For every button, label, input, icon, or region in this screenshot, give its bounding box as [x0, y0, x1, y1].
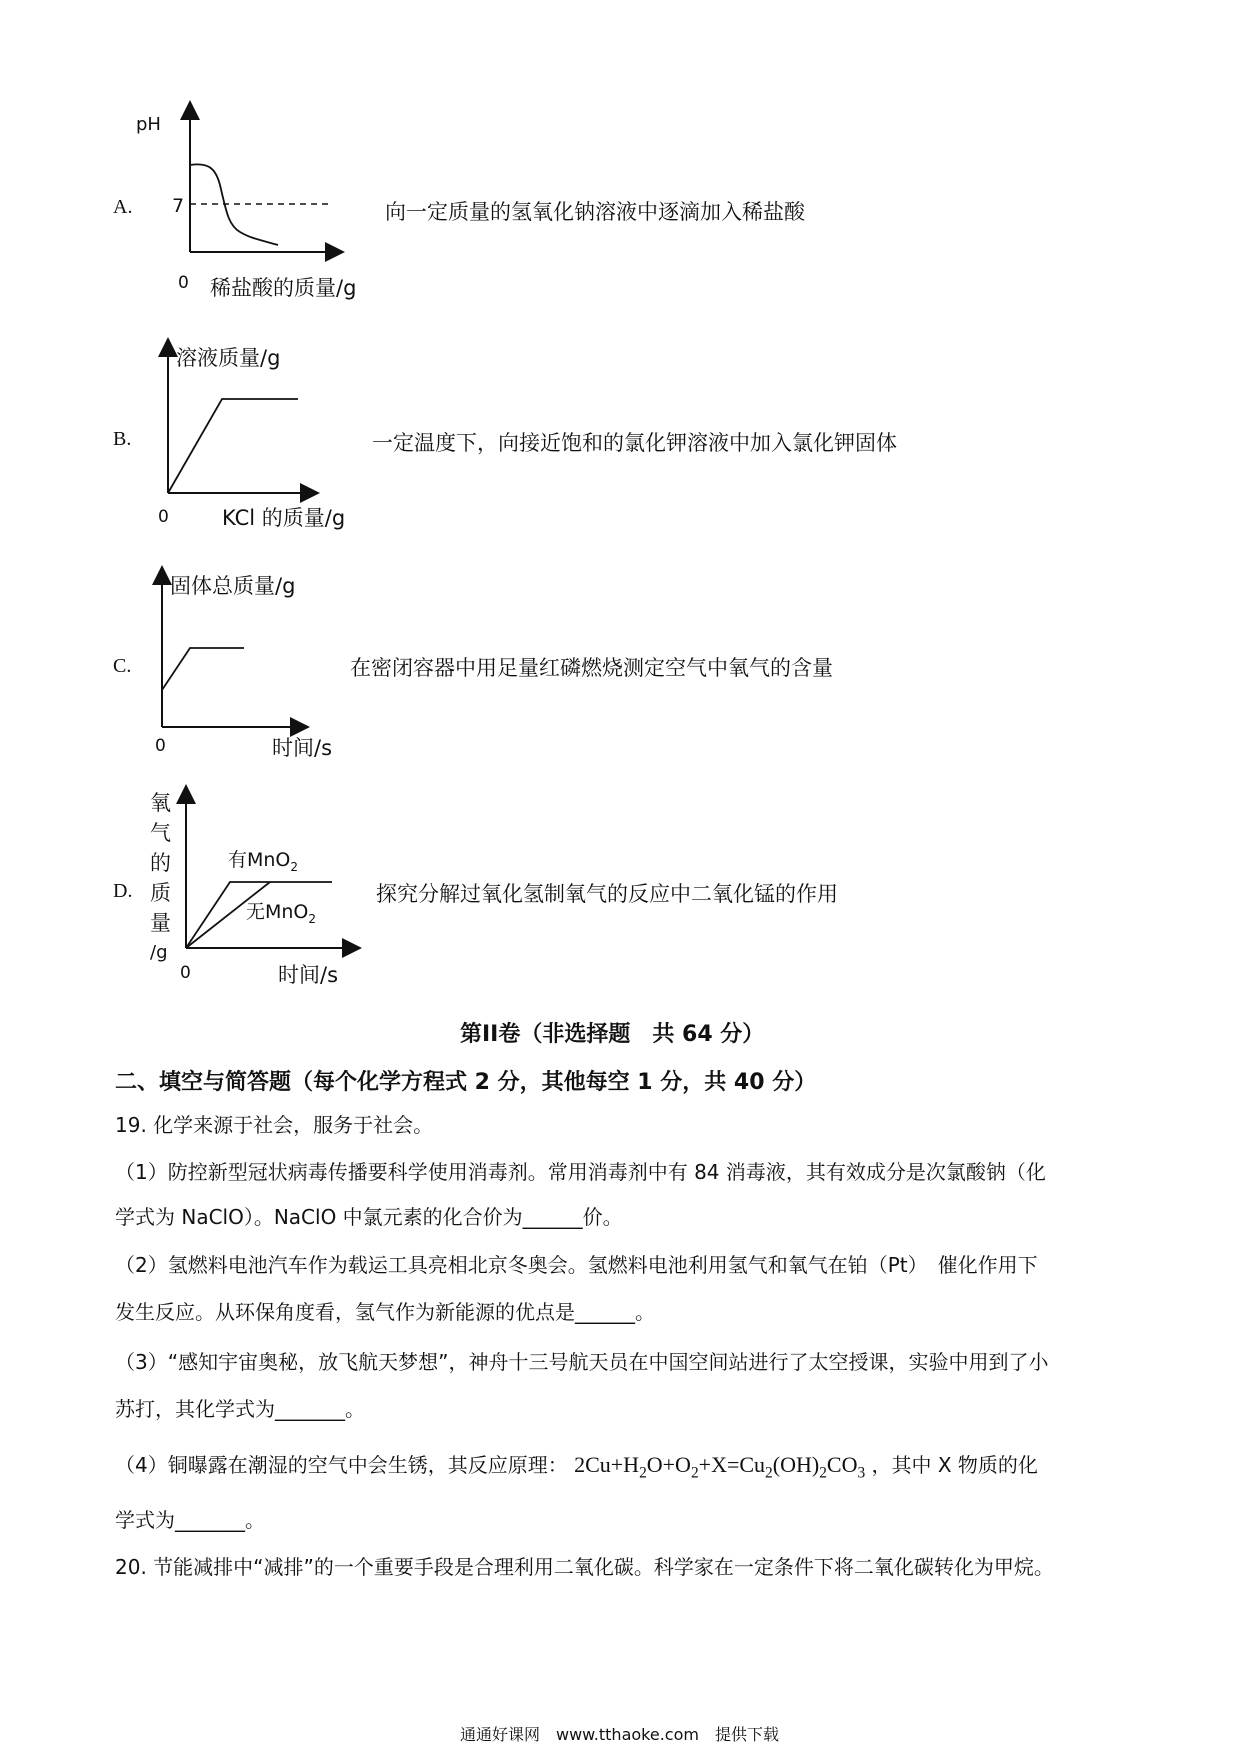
graph-d-ylabel-2: 气 — [150, 821, 171, 845]
graph-a-xlabel: 稀盐酸的质量/g — [210, 276, 357, 300]
graph-a-ytick: 7 — [172, 195, 185, 217]
option-c-letter: C. — [113, 655, 132, 677]
option-d-letter: D. — [113, 880, 133, 902]
graph-b — [130, 335, 370, 535]
q19-part2-line1: （2）氢燃料电池汽车作为载运工具亮相北京冬奥会。氢燃料电池利用氢气和氧气在铂（Pt） 催化作用下 — [115, 1253, 1038, 1277]
graph-b-xlabel: KCl 的质量/g — [222, 506, 346, 530]
q19-part4-equation: $2Cu+H_2O+O_2+X=Cu_2(OH)_2CO_3$ — [574, 1452, 866, 1482]
q19-part3-line2: 苏打，其化学式为_______。 — [115, 1397, 365, 1421]
graph-a-ylabel: pH — [136, 114, 161, 135]
option-d-description: 探究分解过氧化氢制氧气的反应中二氧化锰的作用 — [376, 882, 838, 906]
q19-part4-suffix: ，其中 X 物质的化 — [871, 1453, 1038, 1477]
option-b-description: 一定温度下，向接近饱和的氯化钾溶液中加入氯化钾固体 — [372, 431, 897, 455]
graph-b-curve — [168, 399, 298, 493]
option-a-description: 向一定质量的氢氧化钠溶液中逐滴加入稀盐酸 — [385, 200, 805, 224]
graph-b-ylabel: 溶液质量/g — [176, 346, 281, 370]
option-a-letter: A. — [113, 196, 133, 218]
q19-stem: 19. 化学来源于社会，服务于社会。 — [115, 1113, 434, 1137]
graph-d-ylabel-4: 质 — [150, 881, 171, 905]
graph-d-ylabel-5: 量 — [150, 911, 171, 935]
q19-part4-line1 — [115, 1452, 1038, 1483]
graph-c — [130, 565, 370, 765]
graph-d-ylabel-1: 氧 — [150, 791, 171, 815]
graph-d-xlabel: 时间/s — [278, 963, 339, 987]
option-b-letter: B. — [113, 428, 132, 450]
q20-stem: 20. 节能减排中“减排”的一个重要手段是合理利用二氧化碳。科学家在一定条件下将二氧化碳转化为甲烷。 — [115, 1555, 1054, 1579]
graph-c-origin: 0 — [155, 736, 166, 756]
section2-heading: 二、填空与简答题（每个化学方程式 2 分，其他每空 1 分，共 40 分） — [115, 1070, 817, 1095]
graph-a-origin: 0 — [178, 273, 189, 293]
q19-part2-line2: 发生反应。从环保角度看，氢气作为新能源的优点是______。 — [115, 1300, 655, 1324]
graph-a — [130, 100, 370, 300]
footer-watermark: 通通好课网 www.tthaoke.com 提供下载 — [460, 1725, 779, 1744]
graph-b-origin: 0 — [158, 507, 169, 527]
q19-part4-line2: 学式为_______。 — [115, 1508, 265, 1532]
graph-c-ylabel: 固体总质量/g — [170, 574, 296, 598]
graph-d-label-with: 有MnO$_2$ — [228, 849, 299, 874]
q19-part3-line1: （3）“感知宇宙奥秘，放飞航天梦想”，神舟十三号航天员在中国空间站进行了太空授课，实验中用到了小 — [115, 1350, 1049, 1374]
q19-part1-line1: （1）防控新型冠状病毒传播要科学使用消毒剂。常用消毒剂中有 84 消毒液，其有效成分是次氯酸钠（化 — [115, 1160, 1046, 1184]
q19-part4-prefix: （4）铜曝露在潮湿的空气中会生锈，其反应原理： — [115, 1453, 568, 1477]
graph-d-ylabel-3: 的 — [150, 851, 171, 875]
graph-c-curve — [162, 648, 244, 690]
graph-d-label-without: 无MnO$_2$ — [246, 901, 317, 926]
option-c-description: 在密闭容器中用足量红磷燃烧测定空气中氧气的含量 — [350, 656, 833, 680]
graph-d — [140, 782, 380, 1002]
part2-title: 第II卷（非选择题 共 64 分） — [460, 1022, 765, 1047]
graph-d-ylabel-6: /g — [150, 942, 168, 963]
graph-c-xlabel: 时间/s — [272, 736, 333, 760]
q19-part1-line2: 学式为 NaClO）。NaClO 中氯元素的化合价为______价。 — [115, 1205, 623, 1229]
graph-d-origin: 0 — [180, 963, 191, 983]
